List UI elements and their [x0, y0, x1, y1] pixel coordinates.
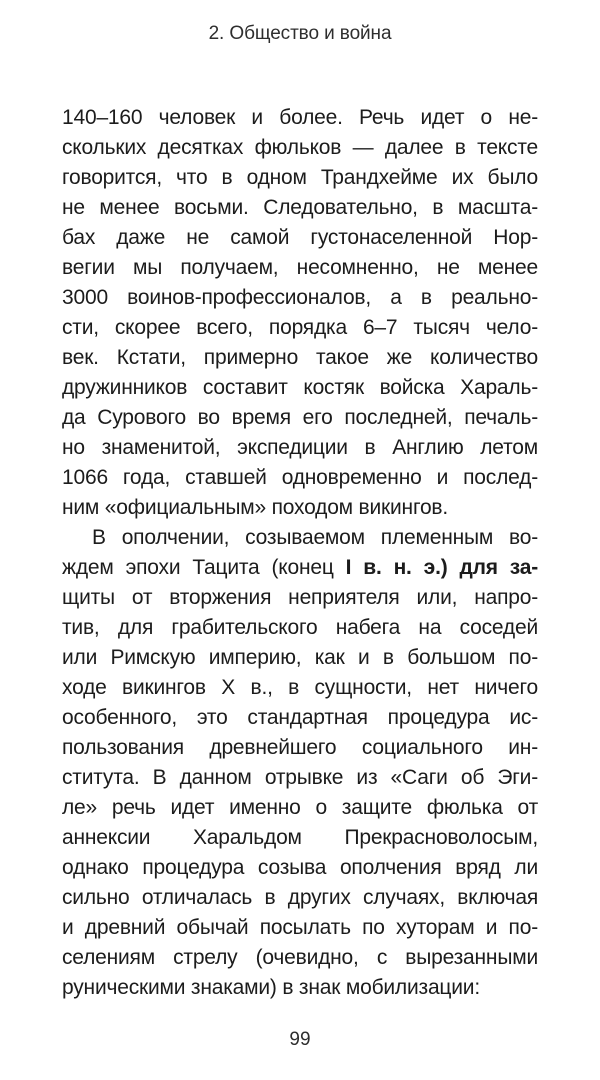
- text-segment: аннексии Харальдом Прекрасноволосым,: [62, 826, 538, 849]
- text-segment: скольких десятках фюльков — далее в тексте: [62, 136, 538, 159]
- text-segment: сти, скорее всего, порядка 6–7 тысяч чело-: [62, 316, 538, 339]
- text-segment: 3000 воинов-профессионалов, а в реально-: [62, 286, 538, 309]
- text-line: [62, 823, 538, 853]
- text-line: [62, 343, 538, 373]
- bold-text-segment: I в. н. э.) для за-: [345, 556, 538, 579]
- text-segment: пользования древнейшего социального ин-: [62, 736, 538, 759]
- text-segment: руническими знаками) в знак мобилизации:: [62, 976, 480, 999]
- text-block: [62, 103, 538, 1003]
- chapter-header: 2. Общество и война: [208, 23, 392, 44]
- text-line: [62, 793, 538, 823]
- text-segment: вегии мы получаем, несомненно, не менее: [62, 256, 538, 279]
- text-segment: да Сурового во время его последней, печаль-: [62, 406, 538, 429]
- text-line: [62, 913, 538, 943]
- text-segment: не менее восьми. Следовательно, в масшта-: [62, 196, 538, 219]
- text-line: [62, 523, 538, 553]
- text-segment: сильно отличалась в других случаях, включая: [62, 886, 538, 909]
- text-segment: век. Кстати, примерно такое же количество: [62, 346, 538, 369]
- text-line: [62, 883, 538, 913]
- text-line: [62, 193, 538, 223]
- text-line: [62, 313, 538, 343]
- page-number: 99: [289, 1029, 311, 1050]
- text-line: [62, 643, 538, 673]
- text-segment: говорится, что в одном Трандхейме их было: [62, 166, 538, 189]
- text-line: [62, 553, 538, 583]
- text-segment: дружинников составит костяк войска Хараль-: [62, 376, 538, 399]
- text-segment: В ополчении, созываемом племенным во-: [92, 526, 538, 549]
- text-segment: но знаменитой, экспедиции в Англию летом: [62, 436, 538, 459]
- text-line: [62, 253, 538, 283]
- text-line: [62, 463, 538, 493]
- text-line: [62, 673, 538, 703]
- text-line: [62, 973, 538, 1003]
- text-line: [62, 373, 538, 403]
- text-segment: и древний обычай посылать по хуторам и по-: [62, 916, 538, 939]
- text-segment: особенного, это стандартная процедура ис-: [62, 706, 538, 729]
- text-segment: бах даже не самой густонаселенной Нор-: [62, 226, 538, 249]
- text-line: [62, 133, 538, 163]
- text-line: [62, 283, 538, 313]
- text-segment: щиты от вторжения неприятеля или, напро-: [62, 586, 538, 609]
- text-segment: тив, для грабительского набега на соседей: [62, 616, 538, 639]
- text-line: [62, 583, 538, 613]
- text-line: [62, 613, 538, 643]
- text-line: [62, 433, 538, 463]
- text-segment: ститута. В данном отрывке из «Саги об Эги-: [62, 766, 538, 789]
- text-line: [62, 733, 538, 763]
- text-line: [62, 403, 538, 433]
- text-line: [62, 493, 538, 523]
- text-segment: селениям стрелу (очевидно, с вырезанными: [62, 946, 538, 969]
- text-line: [62, 163, 538, 193]
- text-segment: ним «официальным» походом викингов.: [62, 496, 449, 519]
- text-line: [62, 103, 538, 133]
- text-line: [62, 853, 538, 883]
- text-segment: ходе викингов X в., в сущности, нет ничего: [62, 676, 538, 699]
- text-segment: ле» речь идет именно о защите фюлька от: [62, 796, 538, 819]
- text-segment: однако процедура созыва ополчения вряд ли: [62, 856, 538, 879]
- text-segment: или Римскую империю, как и в большом по-: [62, 646, 538, 669]
- text-segment: ждем эпохи Тацита (конец: [62, 556, 346, 579]
- text-line: [62, 223, 538, 253]
- text-segment: 1066 года, ставшей одновременно и послед-: [62, 466, 538, 489]
- text-line: [62, 763, 538, 793]
- text-line: [62, 943, 538, 973]
- text-line: [62, 703, 538, 733]
- text-segment: 140–160 человек и более. Речь идет о не-: [62, 106, 538, 129]
